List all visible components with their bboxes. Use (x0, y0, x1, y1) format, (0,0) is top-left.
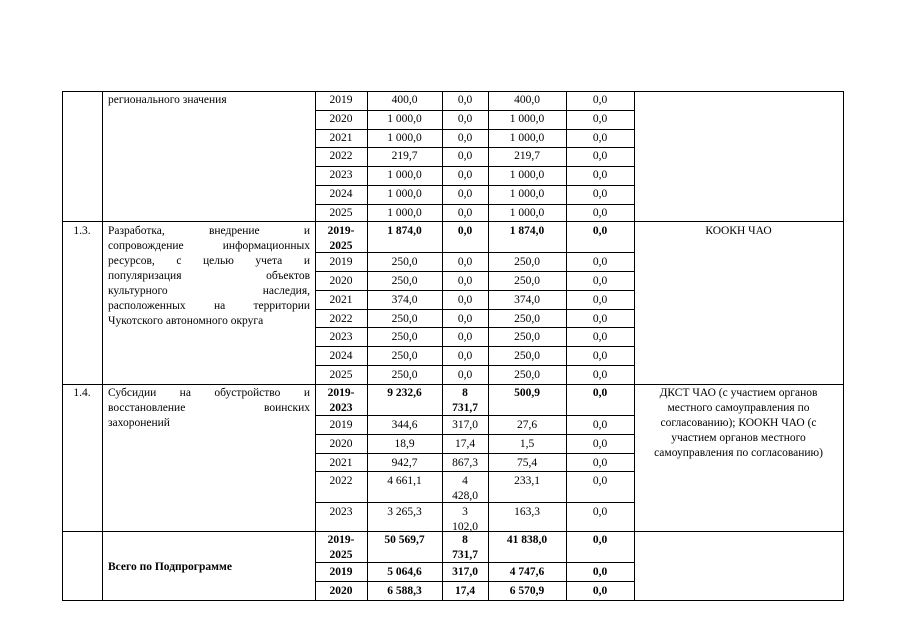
regional-cell: 1,5 (519, 438, 535, 450)
regional-cell: 1 000,0 (509, 188, 545, 200)
name-word: Субсидии (108, 387, 157, 399)
row-border (315, 166, 635, 167)
row-border (315, 129, 635, 130)
year-cell: 2019 (329, 419, 353, 431)
name-line (108, 299, 310, 314)
federal-cell: 8 (462, 534, 468, 546)
regional-cell: 75,4 (516, 457, 538, 469)
local-cell: 0,0 (592, 132, 608, 144)
federal-cell: 0,0 (457, 369, 473, 381)
local-cell: 0,0 (592, 169, 608, 181)
federal-cell: 0,0 (457, 150, 473, 162)
row-border (62, 600, 844, 601)
row-border (315, 327, 635, 328)
federal-cell: 0,0 (457, 113, 473, 125)
year-cell: 2023 (329, 402, 353, 414)
local-cell: 0,0 (592, 150, 608, 162)
name-word: наследия, (262, 285, 310, 297)
year-cell: 2020 (329, 438, 353, 450)
total-cell: 374,0 (391, 294, 418, 306)
regional-cell: 1 000,0 (509, 169, 545, 181)
federal-cell: 0,0 (457, 331, 473, 343)
responsible-cell: участием органов местного (671, 432, 806, 444)
total-cell: 344,6 (391, 419, 418, 431)
name-word: сопровождение (108, 240, 184, 252)
name-word: целью (202, 255, 234, 267)
federal-cell: 102,0 (452, 521, 478, 533)
local-cell: 0,0 (592, 475, 608, 487)
name-word: ресурсов, (108, 255, 155, 267)
federal-cell: 0,0 (457, 313, 473, 325)
regional-cell: 6 570,9 (509, 585, 545, 597)
name-word: Разработка, (108, 225, 165, 237)
total-cell: 1 000,0 (387, 113, 422, 125)
federal-cell: 0,0 (457, 275, 473, 287)
regional-cell: 1 000,0 (509, 113, 545, 125)
name-word: на (179, 387, 191, 399)
year-cell: 2019- (327, 225, 355, 237)
name-word: и (303, 225, 310, 237)
name-word: обустройство (214, 387, 281, 399)
year-cell: 2020 (329, 275, 353, 287)
name-word: и (303, 387, 310, 399)
local-cell: 0,0 (592, 419, 608, 431)
row-border (62, 91, 844, 92)
regional-cell: 41 838,0 (506, 534, 548, 546)
row-border (315, 290, 635, 291)
responsible-cell: согласованию); КООКН ЧАО (с (660, 417, 817, 429)
federal-cell: 428,0 (452, 490, 478, 502)
regional-cell: 1 000,0 (509, 132, 545, 144)
row-border (315, 309, 635, 310)
column-border (843, 91, 844, 601)
year-cell: 2024 (329, 350, 353, 362)
total-cell: 3 265,3 (387, 506, 422, 518)
year-cell: 2024 (329, 188, 353, 200)
year-cell: 2025 (329, 207, 353, 219)
year-cell: 2019 (329, 94, 353, 106)
row-border (62, 221, 844, 222)
year-cell: 2023 (329, 331, 353, 343)
year-cell: 2019 (329, 566, 353, 578)
total-cell: 250,0 (391, 256, 418, 268)
name-word: Чукотского автономного округа (108, 315, 264, 327)
name-word: внедрение (208, 225, 260, 237)
federal-cell: 867,3 (452, 457, 478, 469)
total-cell: 250,0 (391, 313, 418, 325)
regional-cell: 250,0 (514, 256, 540, 268)
local-cell: 0,0 (592, 387, 608, 399)
local-cell: 0,0 (592, 534, 608, 546)
total-cell: 219,7 (391, 150, 418, 162)
name-line (108, 314, 310, 329)
total-cell: 5 064,6 (387, 566, 422, 578)
item-number: 1.3. (73, 225, 91, 237)
column-border (102, 91, 103, 601)
total-cell: 18,9 (394, 438, 415, 450)
total-cell: 4 661,1 (387, 475, 422, 487)
regional-cell: 163,3 (514, 506, 540, 518)
year-cell: 2021 (329, 132, 353, 144)
local-cell: 0,0 (592, 457, 608, 469)
regional-cell: 250,0 (514, 331, 540, 343)
federal-cell: 317,0 (452, 419, 478, 431)
year-cell: 2021 (329, 457, 353, 469)
federal-cell: 17,4 (454, 438, 476, 450)
row-border (315, 147, 635, 148)
year-cell: 2022 (329, 313, 353, 325)
federal-cell: 4 (462, 475, 468, 487)
name-word: воинских (263, 402, 310, 414)
federal-cell: 0,0 (457, 132, 473, 144)
regional-cell: 250,0 (514, 275, 540, 287)
row-border (315, 185, 635, 186)
federal-cell: 731,7 (452, 402, 478, 414)
name-word: территории (253, 300, 310, 312)
row-border (315, 581, 635, 582)
item-name: регионального значения (108, 94, 227, 106)
regional-cell: 1 874,0 (509, 225, 545, 237)
local-cell: 0,0 (592, 275, 608, 287)
year-cell: 2019 (329, 256, 353, 268)
total-cell: 6 588,3 (387, 585, 422, 597)
federal-cell: 0,0 (457, 207, 473, 219)
name-line (108, 224, 310, 239)
local-cell: 0,0 (592, 313, 608, 325)
responsible-cell: местного самоуправления по (667, 402, 810, 414)
federal-cell: 731,7 (452, 549, 478, 561)
row-border (315, 346, 635, 347)
name-word: расположенных (108, 300, 186, 312)
name-word: популяризация (108, 270, 182, 282)
total-cell: 9 232,6 (387, 387, 422, 399)
regional-cell: 233,1 (514, 475, 540, 487)
year-cell: 2023 (329, 169, 353, 181)
year-cell: 2025 (329, 549, 353, 561)
year-cell: 2019- (327, 534, 355, 546)
year-cell: 2023 (329, 506, 353, 518)
row-border (315, 434, 635, 435)
column-border (62, 91, 63, 601)
local-cell: 0,0 (592, 506, 608, 518)
name-line (108, 401, 310, 416)
federal-cell: 0,0 (457, 94, 473, 106)
federal-cell: 0,0 (457, 188, 473, 200)
regional-cell: 250,0 (514, 313, 540, 325)
regional-cell: 374,0 (514, 294, 540, 306)
federal-cell: 0,0 (457, 350, 473, 362)
local-cell: 0,0 (592, 585, 608, 597)
row-border (315, 453, 635, 454)
total-label: Всего по Подпрограмме (108, 561, 232, 573)
row-border (315, 271, 635, 272)
local-cell: 0,0 (592, 225, 608, 237)
local-cell: 0,0 (592, 331, 608, 343)
year-cell: 2022 (329, 475, 353, 487)
year-cell: 2022 (329, 150, 353, 162)
responsible-cell: ДКСТ ЧАО (с участием органов (659, 387, 818, 399)
row-border (315, 365, 635, 366)
item-name (108, 224, 310, 329)
name-word: и (303, 255, 310, 267)
name-line (108, 269, 310, 284)
name-line (108, 254, 310, 269)
federal-cell: 0,0 (457, 169, 473, 181)
name-line (108, 239, 310, 254)
name-line (108, 416, 310, 431)
local-cell: 0,0 (592, 566, 608, 578)
regional-cell: 27,6 (516, 419, 538, 431)
total-cell: 1 000,0 (387, 188, 422, 200)
year-cell: 2020 (329, 585, 353, 597)
regional-cell: 400,0 (514, 94, 540, 106)
total-cell: 1 000,0 (387, 169, 422, 181)
name-word: захоронений (108, 417, 170, 429)
total-cell: 1 000,0 (387, 132, 422, 144)
name-word: культурного (108, 285, 168, 297)
local-cell: 0,0 (592, 350, 608, 362)
year-cell: 2020 (329, 113, 353, 125)
federal-cell: 3 (462, 506, 468, 518)
name-line (108, 386, 310, 401)
column-border (634, 91, 635, 601)
year-cell: 2025 (329, 369, 353, 381)
local-cell: 0,0 (592, 94, 608, 106)
responsible-cell: самоуправления по согласованию) (654, 447, 823, 459)
regional-cell: 219,7 (514, 150, 540, 162)
year-cell: 2025 (329, 240, 353, 252)
year-cell: 2021 (329, 294, 353, 306)
federal-cell: 0,0 (457, 294, 473, 306)
federal-cell: 8 (462, 387, 468, 399)
local-cell: 0,0 (592, 188, 608, 200)
federal-cell: 17,4 (454, 585, 476, 597)
row-border (315, 471, 635, 472)
regional-cell: 1 000,0 (509, 207, 545, 219)
regional-cell: 250,0 (514, 369, 540, 381)
local-cell: 0,0 (592, 294, 608, 306)
total-cell: 250,0 (391, 369, 418, 381)
total-cell: 1 000,0 (387, 207, 422, 219)
name-line (108, 284, 310, 299)
name-word: на (213, 300, 226, 312)
program-table (62, 90, 843, 600)
local-cell: 0,0 (592, 207, 608, 219)
responsible-cell: КООКН ЧАО (705, 225, 772, 237)
federal-cell: 0,0 (457, 225, 473, 237)
year-cell: 2019- (327, 387, 355, 399)
total-cell: 942,7 (391, 457, 418, 469)
row-border (62, 384, 844, 385)
total-cell: 250,0 (391, 275, 418, 287)
regional-cell: 500,9 (514, 387, 540, 399)
total-cell: 50 569,7 (384, 534, 425, 546)
name-word: с (176, 255, 182, 267)
name-word: учета (255, 255, 283, 267)
total-cell: 250,0 (391, 331, 418, 343)
row-border (315, 110, 635, 111)
regional-cell: 4 747,6 (509, 566, 545, 578)
total-cell: 1 874,0 (387, 225, 422, 237)
local-cell: 0,0 (592, 113, 608, 125)
total-cell: 250,0 (391, 350, 418, 362)
federal-cell: 0,0 (457, 256, 473, 268)
local-cell: 0,0 (592, 369, 608, 381)
regional-cell: 250,0 (514, 350, 540, 362)
local-cell: 0,0 (592, 438, 608, 450)
local-cell: 0,0 (592, 256, 608, 268)
federal-cell: 317,0 (452, 566, 478, 578)
item-name (108, 386, 310, 431)
item-number: 1.4. (73, 387, 91, 399)
name-word: объектов (266, 270, 310, 282)
row-border (315, 204, 635, 205)
name-word: восстановление (108, 402, 186, 414)
total-cell: 400,0 (391, 94, 418, 106)
name-word: информационных (222, 240, 310, 252)
